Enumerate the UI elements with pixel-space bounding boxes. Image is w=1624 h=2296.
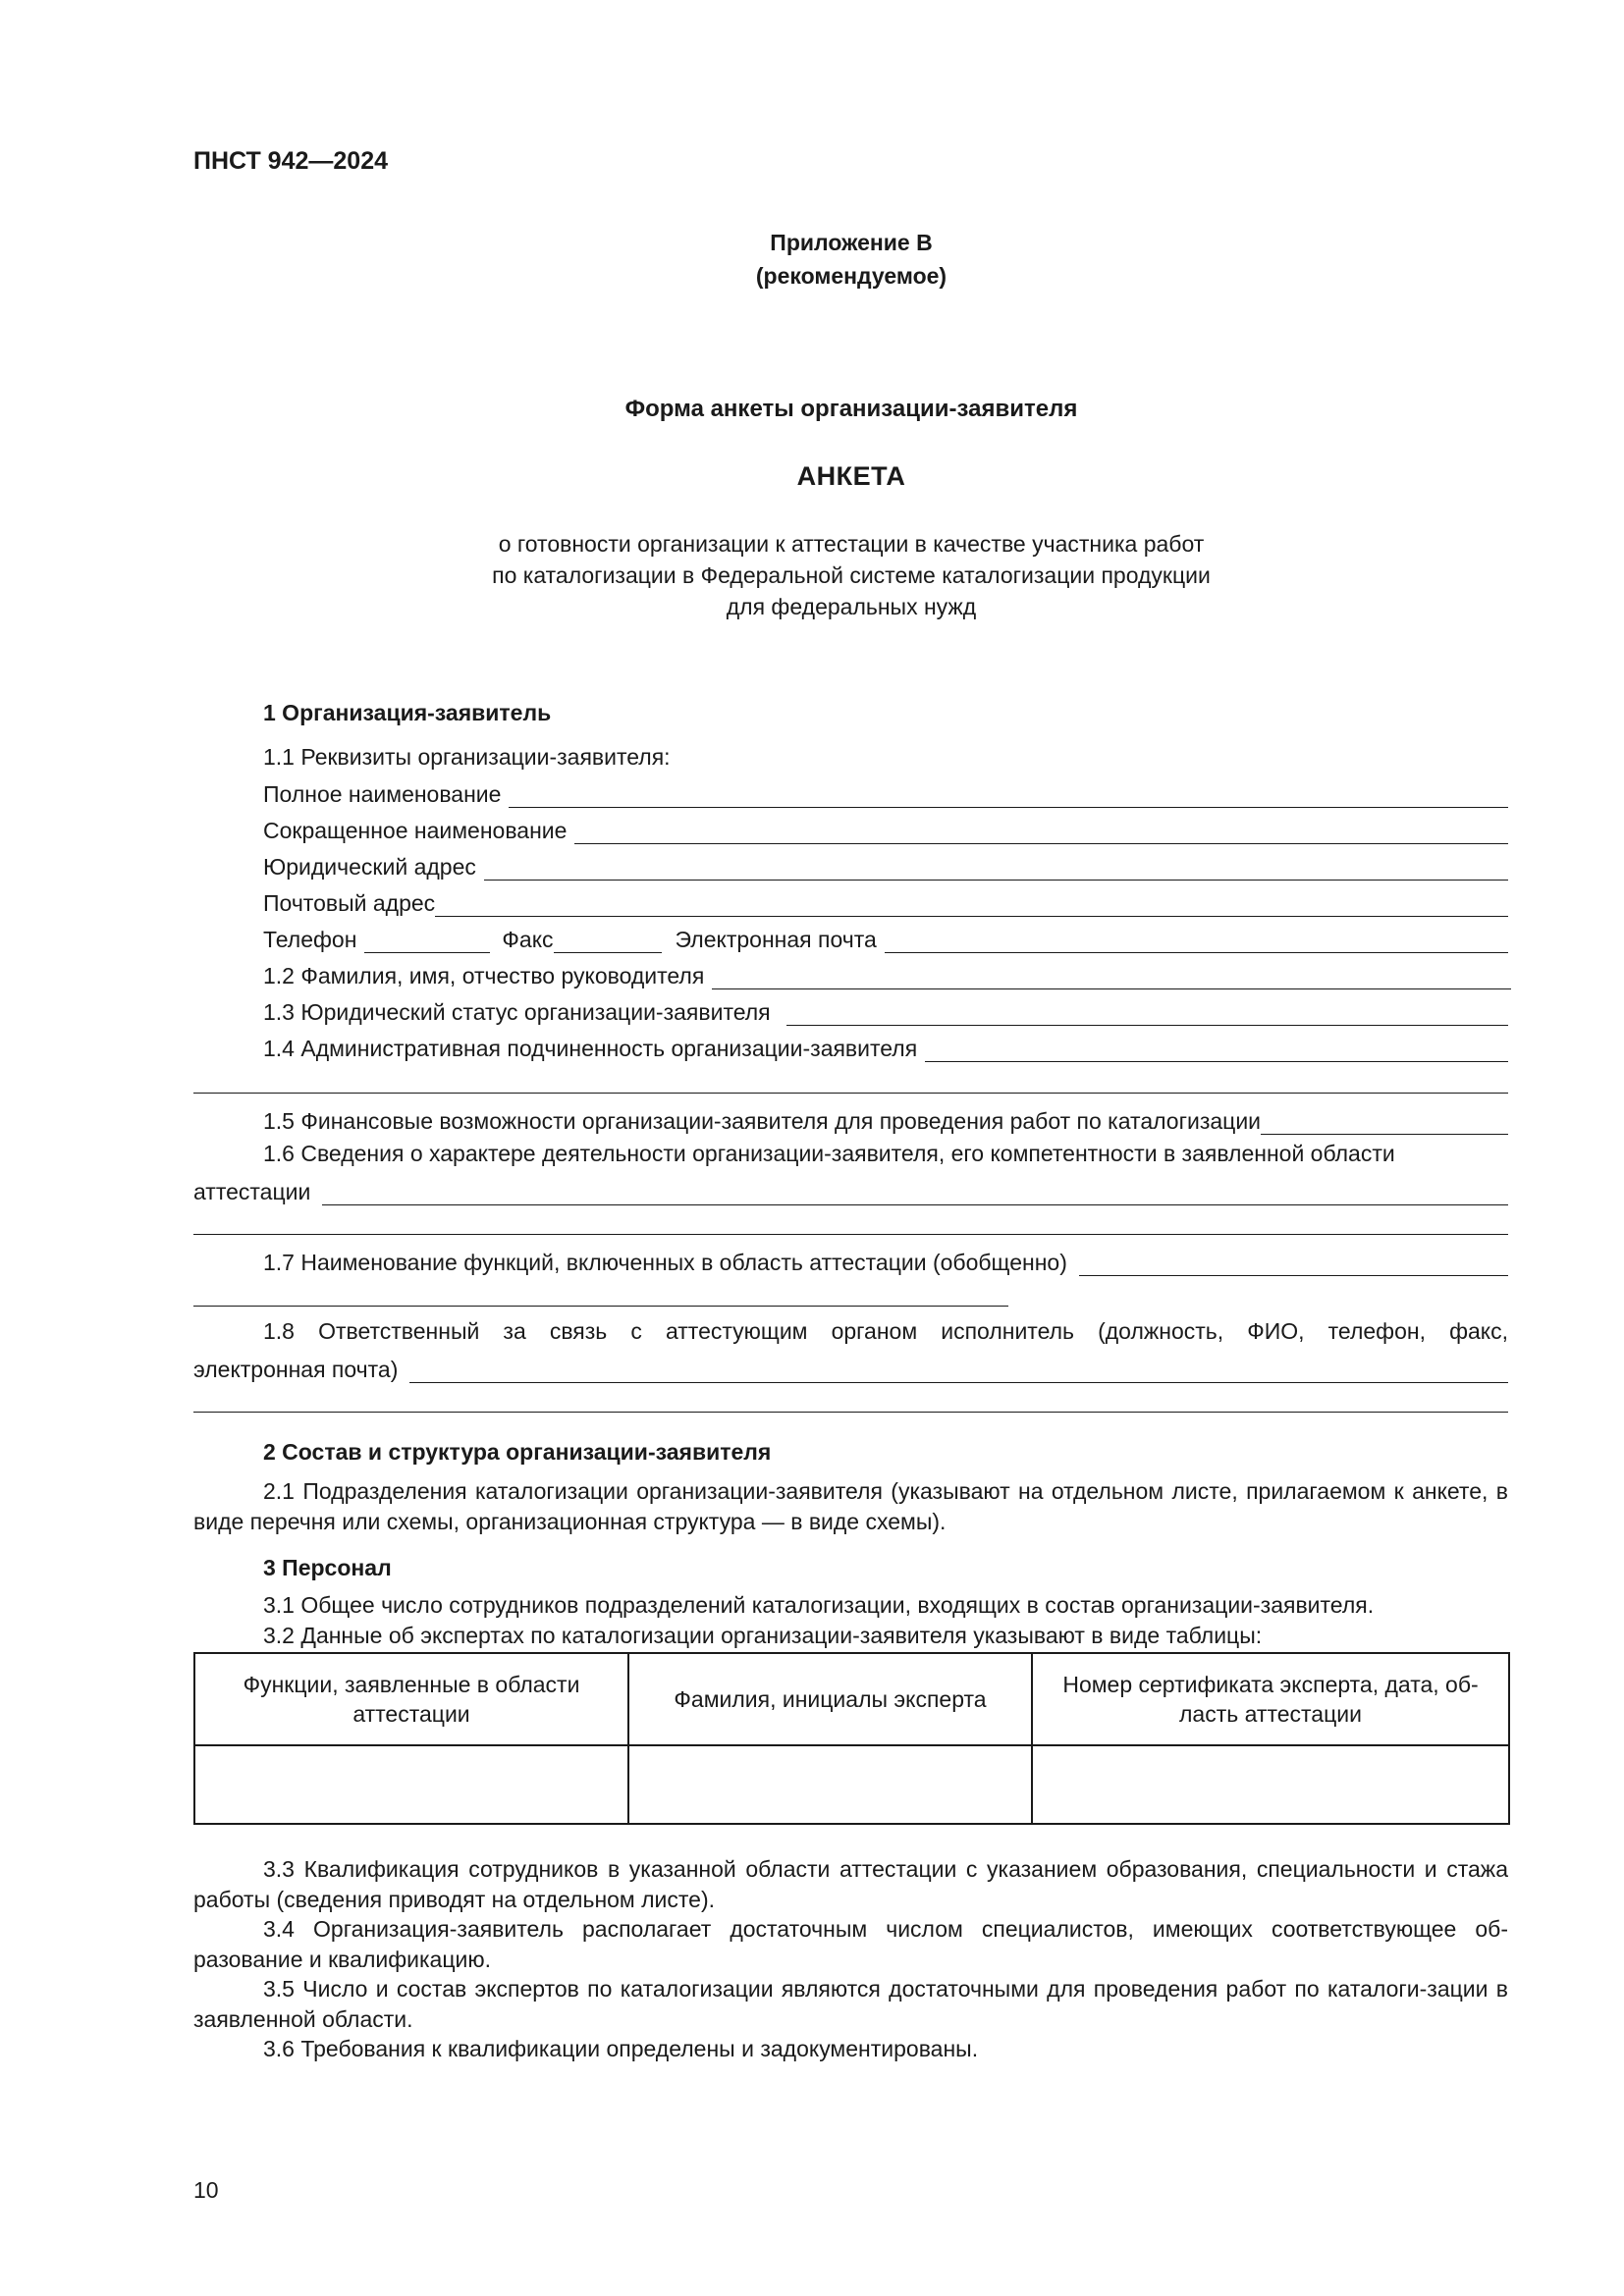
short-name-label: Сокращенное наименование: [263, 818, 568, 843]
functions-field[interactable]: [1079, 1254, 1508, 1276]
section3-heading: 3 Персонал: [263, 1555, 392, 1580]
fax-field[interactable]: [554, 931, 662, 953]
finance-field[interactable]: [1261, 1112, 1508, 1135]
cell-certificate[interactable]: [1032, 1745, 1509, 1824]
appendix-status: (рекомендуемое): [755, 263, 947, 289]
form-title: Форма анкеты организации-заявителя: [624, 396, 1078, 422]
activity-field-continued[interactable]: [193, 1234, 1508, 1235]
contact-person-row: [193, 1354, 1508, 1383]
subtitle-line: по каталогизации в Федеральной системе каталогизации продукции: [492, 562, 1211, 588]
full-name-row: [263, 778, 1508, 808]
subordination-row: [263, 1033, 1508, 1062]
anketa-title: АНКЕТА: [796, 461, 906, 491]
contact-person-field[interactable]: [409, 1361, 1508, 1383]
subordination-field[interactable]: [925, 1040, 1508, 1062]
activity-field[interactable]: [322, 1183, 1508, 1205]
legal-address-row: [263, 851, 1508, 881]
table-header-row: [194, 1653, 1509, 1745]
section1-heading: 1 Организация-заявитель: [263, 700, 552, 725]
subtitle-line: для федеральных нужд: [726, 594, 977, 619]
phone-field[interactable]: [364, 931, 490, 953]
item-1-3-label: 1.3 Юридический статус организации-заявителя: [263, 999, 771, 1025]
legal-address-label: Юридический адрес: [263, 854, 476, 880]
item-1-2-label: 1.2 Фамилия, имя, отчество руководителя: [263, 963, 705, 988]
full-name-label: Полное наименование: [263, 781, 502, 807]
appendix-heading: [193, 226, 1509, 293]
email-field[interactable]: [885, 931, 1508, 953]
item-3-5: 3.5 Число и состав экспертов по каталогизации являются достаточными для проведения работ по каталоги-зации в заявленной области.: [193, 1976, 1508, 2032]
table-row: [194, 1745, 1509, 1824]
postal-address-field[interactable]: [435, 894, 1508, 917]
item-1-6-label-cont: аттестации: [193, 1179, 311, 1204]
functions-field-continued[interactable]: [193, 1306, 1008, 1307]
short-name-field[interactable]: [574, 822, 1508, 844]
item-3-4: 3.4 Организация-заявитель располагает достаточным числом специалистов, имеющих соответствующее об-разование и квалификацию.: [193, 1916, 1508, 1972]
page-number: 10: [193, 2177, 219, 2203]
item-3-6: 3.6 Требования к квалификации определены и задокументированы.: [263, 2036, 979, 2061]
item-1-1: 1.1 Реквизиты организации-заявителя:: [263, 744, 671, 770]
experts-table: [193, 1652, 1510, 1825]
activity-row: [193, 1176, 1508, 1205]
cell-functions[interactable]: [194, 1745, 628, 1824]
short-name-row: [263, 815, 1508, 844]
document-code: ПНСТ 942—2024: [193, 147, 388, 175]
full-name-field[interactable]: [509, 785, 1508, 808]
cell-expert-name[interactable]: [628, 1745, 1032, 1824]
item-3-1: 3.1 Общее число сотрудников подразделений каталогизации, входящих в состав организации-заявителя.: [263, 1592, 1375, 1618]
anketa-subtitle: [193, 528, 1509, 622]
head-name-row: [263, 960, 1511, 989]
contact-person-field-continued[interactable]: [193, 1412, 1508, 1413]
postal-address-row: [263, 887, 1508, 917]
item-1-8-label-cont: электронная почта): [193, 1357, 399, 1382]
item-1-7-label: 1.7 Наименование функций, включенных в область аттестации (обобщенно): [263, 1250, 1067, 1275]
legal-status-row: [263, 996, 1508, 1026]
item-2-1: 2.1 Подразделения каталогизации организации-заявителя (указывают на отдельном листе, прилагаемом к анкете, в виде перечня или схемы, организационная структура — в виде схемы).: [193, 1478, 1508, 1534]
item-3-3: 3.3 Квалификация сотрудников в указанной области аттестации с указанием образования, специальности и стажа работы (сведения приводят на отдельном листе).: [193, 1856, 1508, 1912]
header-certificate: Номер сертификата эксперта, дата, об-ласть аттестации: [1032, 1653, 1509, 1745]
fax-label: Факс: [502, 927, 554, 952]
head-name-field[interactable]: [712, 967, 1511, 989]
header-functions: Функции, заявленные в области аттестации: [194, 1653, 628, 1745]
contacts-row: [263, 924, 1508, 953]
subordination-field-continued[interactable]: [193, 1093, 1508, 1094]
item-1-6-label: 1.6 Сведения о характере деятельности организации-заявителя, его компетентности в заявленной области: [263, 1141, 1395, 1166]
header-expert-name: Фамилия, инициалы эксперта: [628, 1653, 1032, 1745]
item-1-5-label: 1.5 Финансовые возможности организации-заявителя для проведения работ по каталогизации: [263, 1108, 1262, 1134]
item-3-2: 3.2 Данные об экспертах по каталогизации организации-заявителя указывают в виде таблицы:: [263, 1623, 1263, 1648]
section2-heading: 2 Состав и структура организации-заявителя: [263, 1439, 772, 1465]
subtitle-line: о готовности организации к аттестации в качестве участника работ: [498, 531, 1205, 557]
email-label: Электронная почта: [675, 927, 877, 952]
legal-address-field[interactable]: [484, 858, 1508, 881]
appendix-title: Приложение В: [770, 230, 933, 255]
functions-row: [263, 1247, 1508, 1276]
item-1-4-label: 1.4 Административная подчиненность организации-заявителя: [263, 1036, 918, 1061]
postal-address-label: Почтовый адрес: [263, 890, 436, 916]
legal-status-field[interactable]: [786, 1003, 1508, 1026]
item-1-8-label: 1.8 Ответственный за связь с аттестующим органом исполнитель (должность, ФИО, телефон, факс,: [263, 1318, 1508, 1344]
phone-label: Телефон: [263, 927, 357, 952]
finance-row: [263, 1105, 1508, 1135]
